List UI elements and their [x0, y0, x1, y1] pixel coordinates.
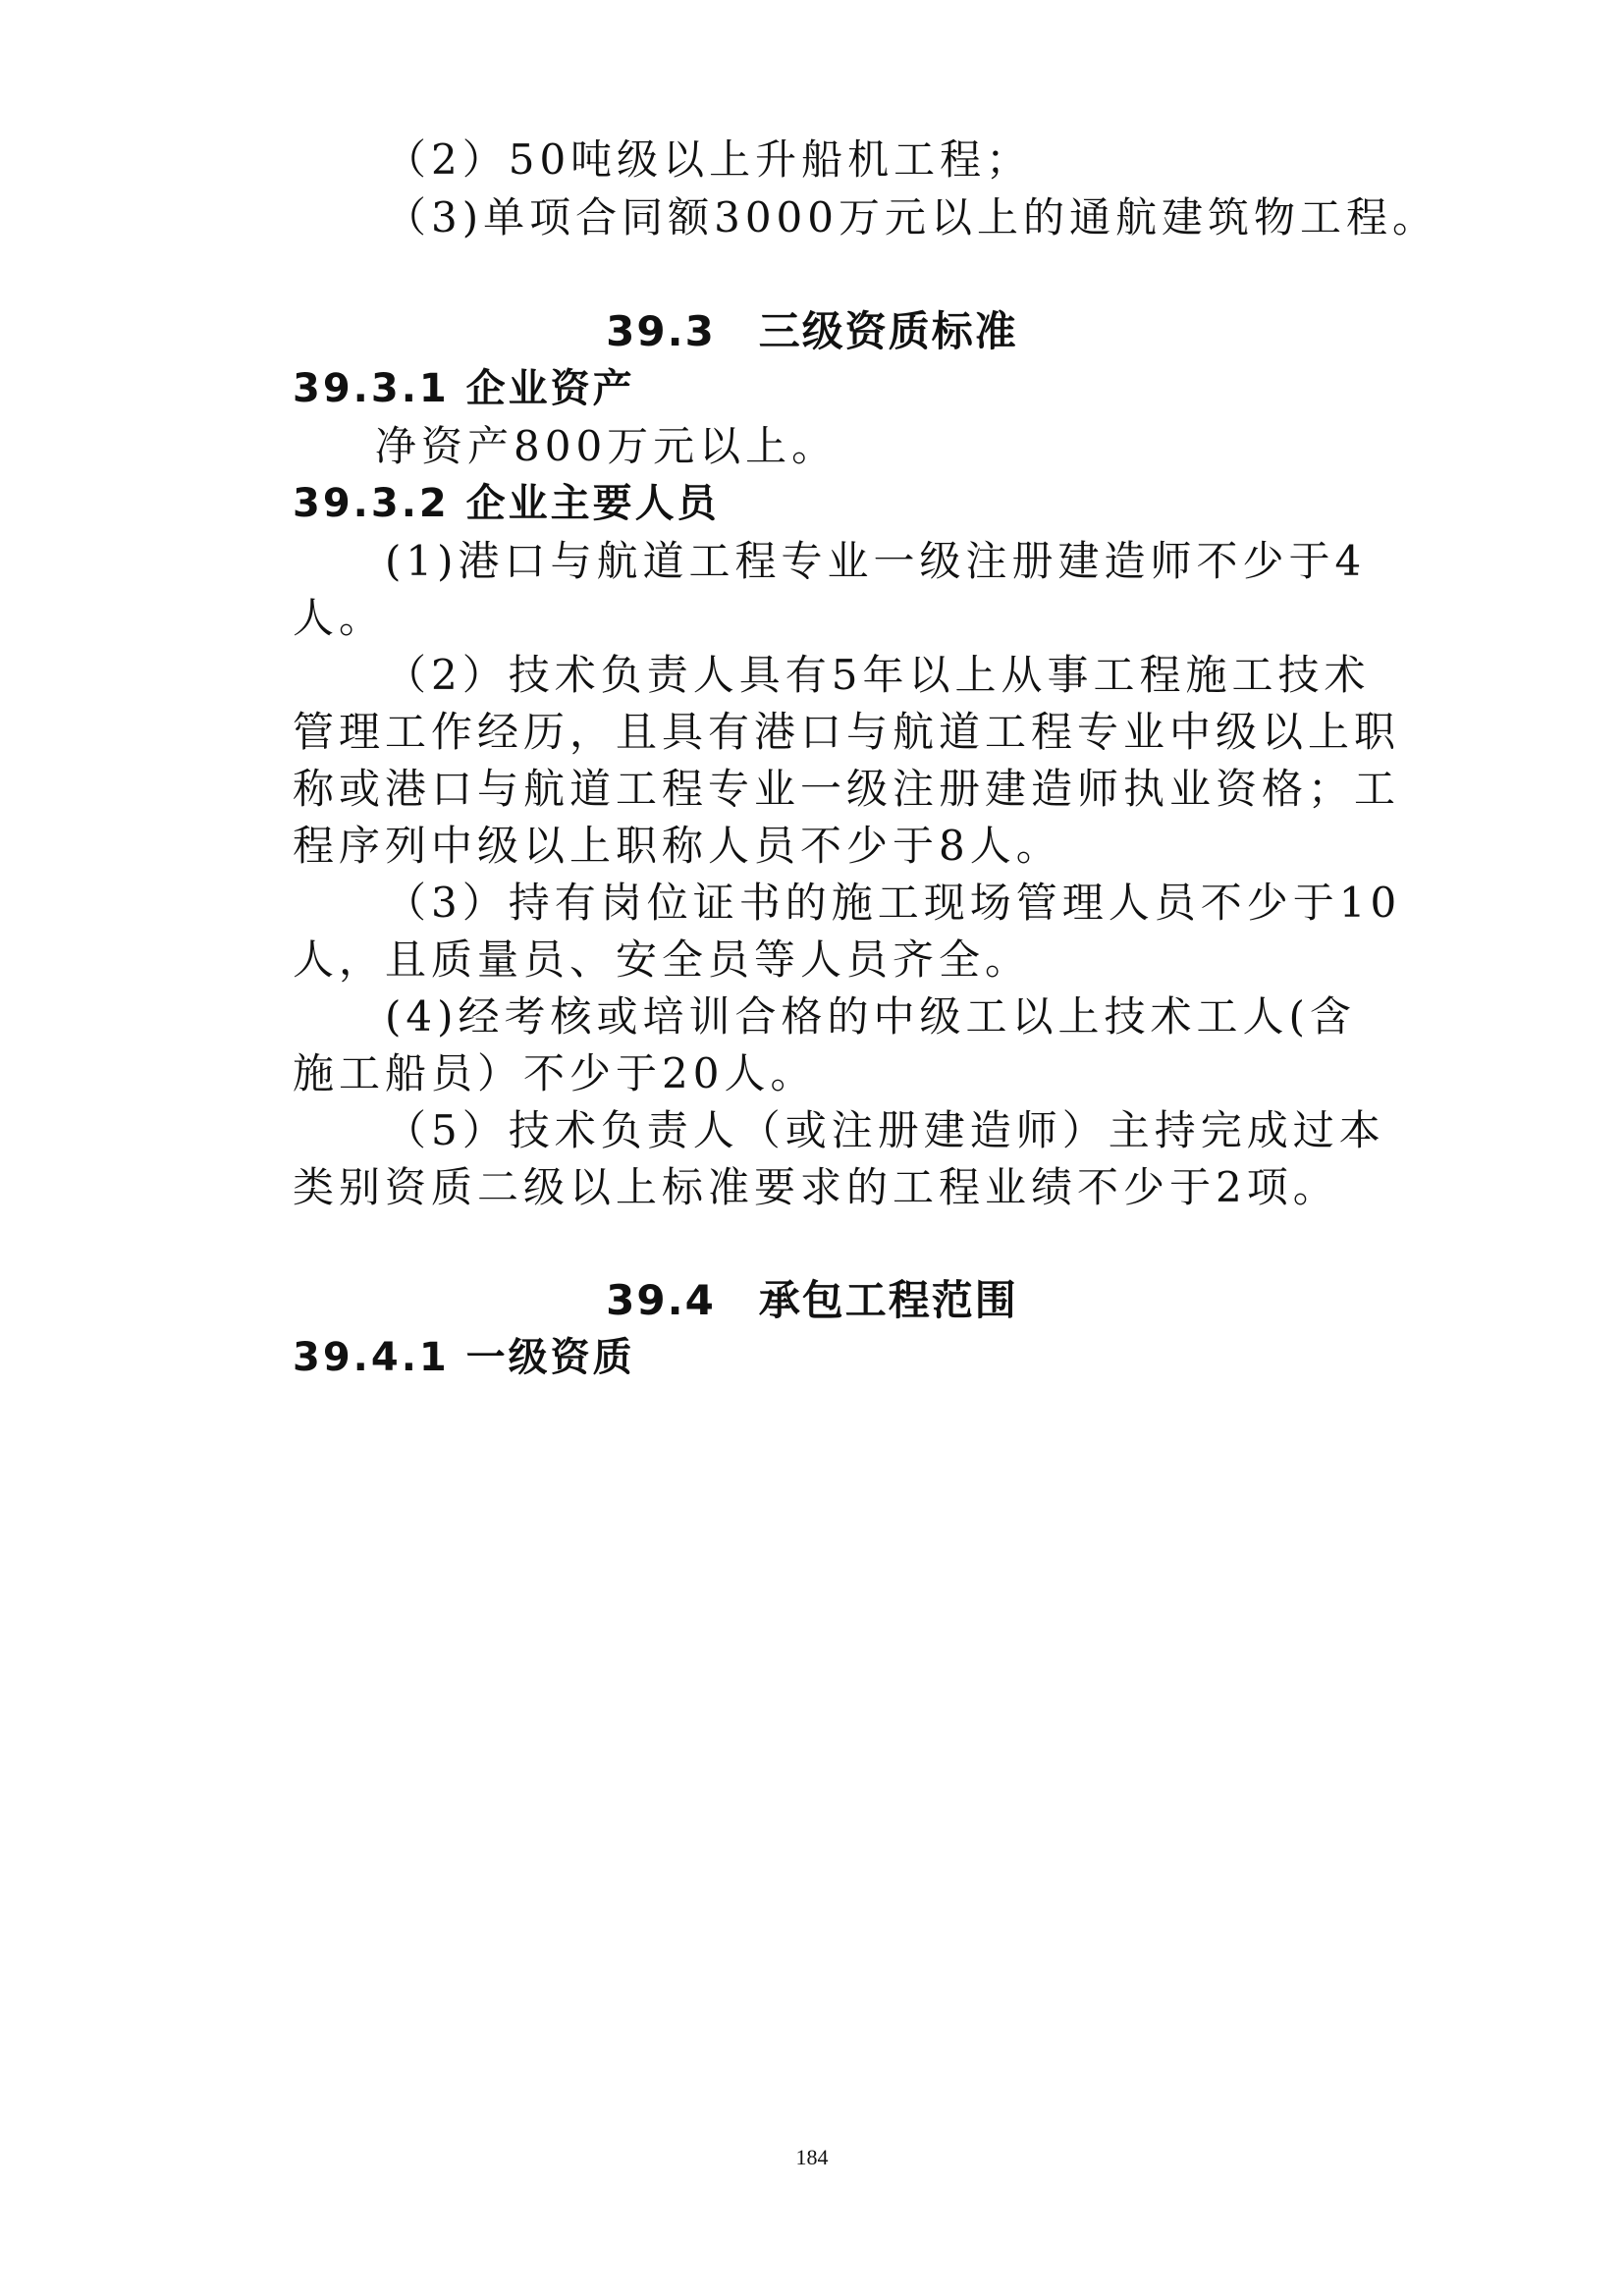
list-item-2-line-3: 称或港口与航道工程专业一级注册建造师执业资格；工: [293, 765, 1401, 813]
text-line-item-3: （3)单项合同额3000万元以上的通航建筑物工程。: [385, 193, 1438, 241]
list-item-5-line-2: 类别资质二级以上标准要求的工程业绩不少于2项。: [293, 1163, 1339, 1211]
paragraph-net-assets: 净资产800万元以上。: [375, 422, 839, 470]
list-item-2-line-4: 程序列中级以上职称人员不少于8人。: [293, 822, 1062, 870]
subsection-heading-39-3-1: 39.3.1 企业资产: [293, 366, 635, 411]
subsection-heading-39-3-2: 39.3.2 企业主要人员: [293, 481, 720, 526]
page-number: 184: [795, 2145, 829, 2169]
list-item-1-line-2: 人。: [293, 594, 386, 642]
list-item-1-line-1: (1)港口与航道工程专业一级注册建造师不少于4: [385, 537, 1367, 585]
list-item-4-line-2: 施工船员）不少于20人。: [293, 1049, 817, 1097]
list-item-3-line-1: （3）持有岗位证书的施工现场管理人员不少于10: [385, 879, 1402, 927]
section-heading-39-3: 39.3 三级资质标准: [606, 307, 1018, 355]
list-item-4-line-1: (4)经考核或培训合格的中级工以上技术工人(含: [385, 992, 1356, 1041]
list-item-2-line-1: （2）技术负责人具有5年以上从事工程施工技术: [385, 651, 1371, 699]
section-heading-39-4: 39.4 承包工程范围: [606, 1276, 1018, 1324]
list-item-2-line-2: 管理工作经历，且具有港口与航道工程专业中级以上职: [293, 708, 1401, 756]
list-item-5-line-1: （5）技术负责人（或注册建造师）主持完成过本: [385, 1106, 1385, 1154]
list-item-3-line-2: 人，且质量员、安全员等人员齐全。: [293, 935, 1032, 984]
text-line-item-2: （2）50吨级以上升船机工程；: [385, 135, 1033, 184]
subsection-heading-39-4-1: 39.4.1 一级资质: [293, 1335, 635, 1380]
